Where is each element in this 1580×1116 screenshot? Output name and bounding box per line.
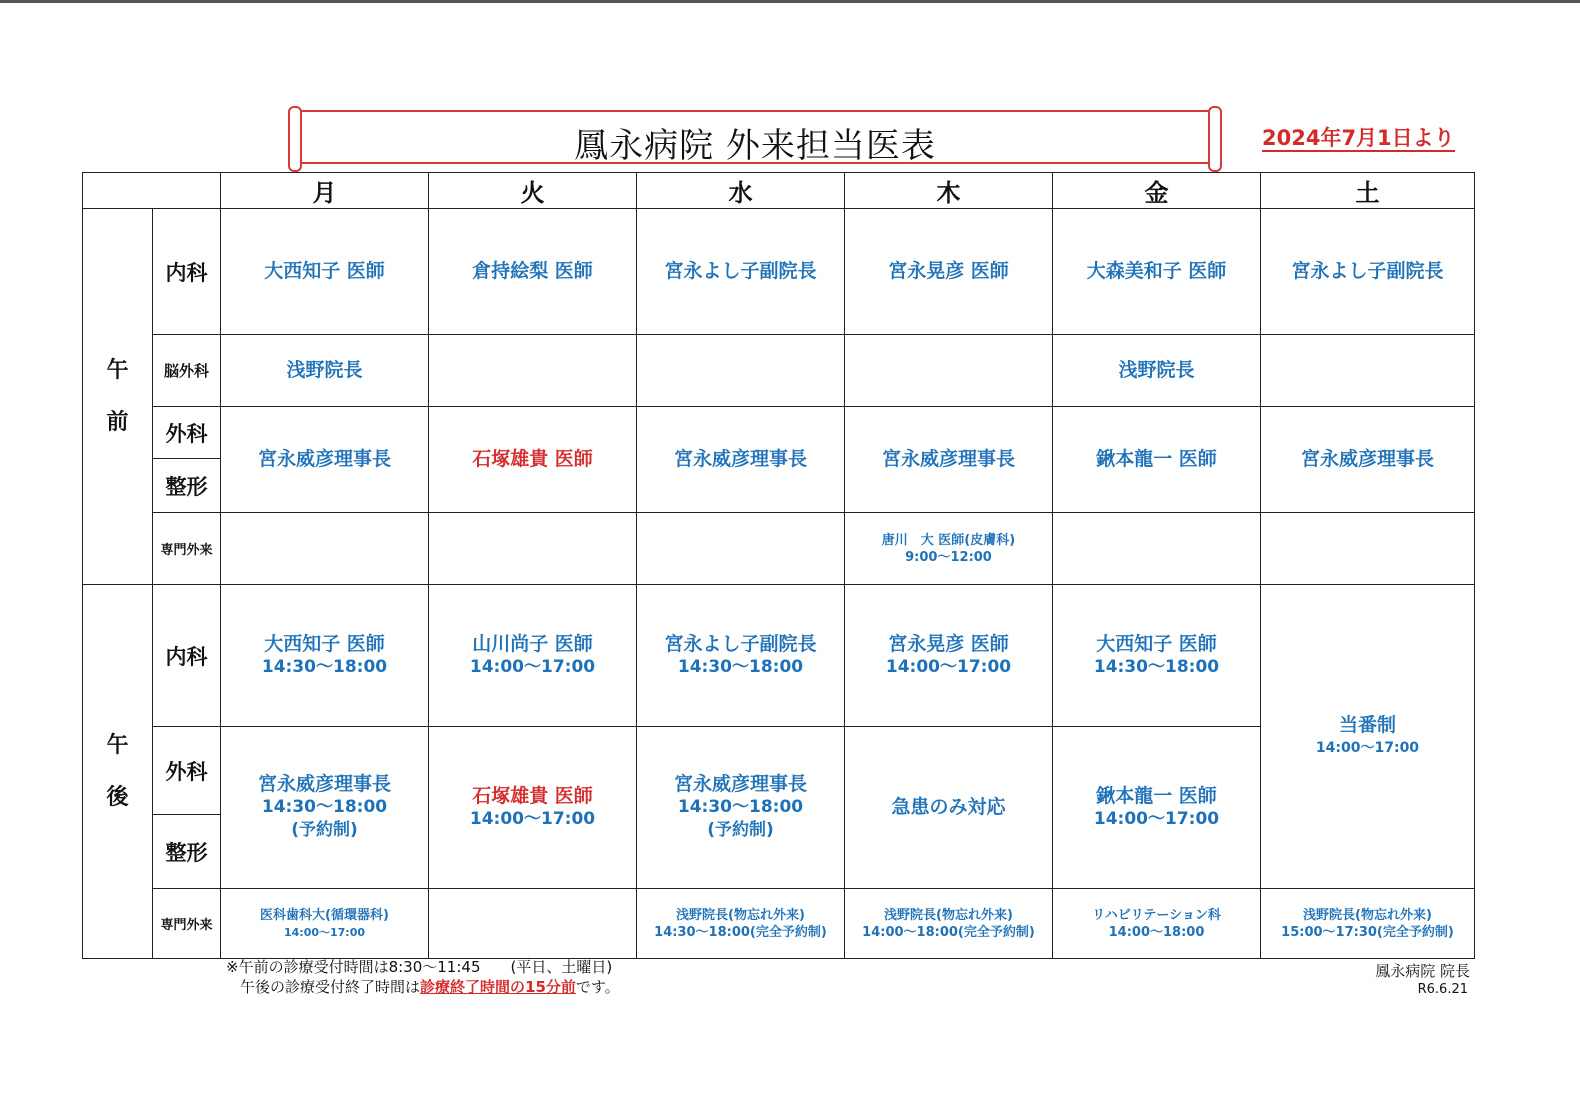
schedule-table: [82, 172, 1475, 959]
clinic-hours: 14:30～18:00: [1093, 656, 1220, 677]
doctor-cell: [1261, 513, 1475, 585]
doctor-cell: [845, 585, 1053, 727]
director-signature: 鳳永病院 院長: [1375, 962, 1470, 980]
pm-naika-row: [83, 585, 1475, 727]
dept-label: 整形: [153, 459, 221, 513]
clinic-hours: 14:00～17:00: [885, 656, 1012, 677]
am-naika-row: [83, 209, 1475, 335]
doctor-name: リハビリテーション科: [1092, 907, 1221, 923]
doctor-name: 浅野院長(物忘れ外来): [676, 907, 805, 923]
doctor-cell: [1053, 727, 1261, 889]
period-pm-char1: 午: [106, 732, 129, 758]
corner-cell: [83, 173, 221, 209]
doctor-cell: [845, 513, 1053, 585]
doctor-name: 鍬本龍一 医師: [1096, 784, 1217, 807]
reception-hours-note: ※午前の診療受付時間は8:30～11:45 (平日、土曜日): [226, 958, 613, 976]
day-header-mon: 月: [221, 173, 429, 209]
doctor-cell: [637, 335, 845, 407]
doctor-cell: 石塚雄貴 医師: [429, 407, 637, 513]
period-am-char1: 午: [106, 357, 129, 383]
doctor-cell: [429, 585, 637, 727]
doctor-cell: [845, 727, 1053, 889]
doctor-cell: [429, 335, 637, 407]
dept-label: 内科: [153, 209, 221, 335]
doctor-name: 山川尚子 医師: [472, 632, 593, 655]
doctor-name: 石塚雄貴 医師: [472, 784, 593, 807]
doctor-cell: [221, 889, 429, 959]
clinic-hours: 14:30～18:00: [261, 797, 388, 817]
doctor-name: 宮永よし子副院長: [664, 632, 817, 655]
doctor-cell: 宮永よし子副院長: [637, 209, 845, 335]
doctor-cell: 宮永威彦理事長: [845, 407, 1053, 513]
reservation-note: (予約制): [291, 820, 358, 840]
title-scroll-banner: [298, 110, 1212, 164]
doctor-name: 宮永威彦理事長: [673, 773, 807, 795]
clinic-hours: 14:00～18:00: [1108, 924, 1205, 940]
doctor-cell: [221, 727, 429, 889]
doctor-cell: 大森美和子 医師: [1053, 209, 1261, 335]
doctor-cell: [637, 727, 845, 889]
am-geka-row: [83, 407, 1475, 459]
doctor-cell: 宮永威彦理事長: [221, 407, 429, 513]
clinic-hours: 14:00～17:00: [469, 656, 596, 677]
day-header-thu: 木: [845, 173, 1053, 209]
am-nogeka-row: [83, 335, 1475, 407]
clinic-hours: 9:00～12:00: [905, 549, 992, 565]
doctor-cell: [845, 889, 1053, 959]
doctor-cell: [1053, 585, 1261, 727]
day-header-sat: 土: [1261, 173, 1475, 209]
doctor-name: 浅野院長(物忘れ外来): [884, 907, 1013, 923]
clinic-hours: 14:00～17:00: [469, 808, 596, 829]
note-text: 午後の診療受付終了時間は: [240, 978, 421, 996]
doctor-cell: [1261, 585, 1475, 889]
note-text: です。: [575, 978, 620, 996]
dept-label: 内科: [153, 585, 221, 727]
clinic-hours: 14:30～18:00(完全予約制): [654, 924, 827, 940]
doctor-cell: 宮永晃彦 医師: [845, 209, 1053, 335]
dept-label: 外科: [153, 727, 221, 815]
doctor-name: 急患のみ対応: [891, 796, 1006, 818]
scroll-curl-right: [1208, 106, 1222, 172]
doctor-cell: [221, 585, 429, 727]
afternoon-reception-note: [240, 976, 620, 997]
doctor-cell: 宮永よし子副院長: [1261, 209, 1475, 335]
clinic-hours: 14:30～18:00: [677, 797, 804, 817]
doctor-cell: 倉持絵梨 医師: [429, 209, 637, 335]
dept-label: 外科: [153, 407, 221, 459]
day-header-tue: 火: [429, 173, 637, 209]
doctor-cell: 宮永威彦理事長: [637, 407, 845, 513]
doctor-cell: 大西知子 医師: [221, 209, 429, 335]
period-am-label: [83, 209, 153, 585]
doctor-cell: [1053, 889, 1261, 959]
day-header-wed: 水: [637, 173, 845, 209]
clinic-hours: 14:30～18:00: [677, 656, 804, 677]
clinic-hours: 14:00～17:00: [1315, 739, 1420, 756]
doctor-name: 浅野院長(物忘れ外来): [1303, 907, 1432, 923]
dept-label: 専門外来: [153, 889, 221, 959]
reservation-note: (予約制): [707, 820, 774, 840]
doctor-name: 宮永威彦理事長: [257, 773, 391, 795]
doctor-name: 当番制: [1338, 713, 1396, 736]
clinic-hours: 14:00～17:00: [1093, 808, 1220, 829]
dept-label: 専門外来: [153, 513, 221, 585]
doctor-cell: [845, 335, 1053, 407]
doctor-name: 唐川 大 医師(皮膚科): [881, 532, 1016, 548]
doctor-cell: 浅野院長: [1053, 335, 1261, 407]
am-senmon-row: [83, 513, 1475, 585]
doctor-cell: 宮永威彦理事長: [1261, 407, 1475, 513]
pm-senmon-row: [83, 889, 1475, 959]
clinic-hours: 14:00～17:00: [283, 925, 366, 939]
page-title: 鳳永病院 外来担当医表: [574, 126, 936, 166]
period-pm-label: [83, 585, 153, 959]
doctor-cell: [429, 513, 637, 585]
note-emphasis: 診療終了時間の15分前: [420, 978, 576, 996]
doctor-name: 大西知子 医師: [1096, 632, 1217, 655]
doctor-name: 宮永晃彦 医師: [888, 632, 1009, 655]
clinic-hours: 14:00～18:00(完全予約制): [862, 924, 1035, 940]
doctor-cell: [637, 889, 845, 959]
day-header-fri: 金: [1053, 173, 1261, 209]
doctor-name: 大西知子 医師: [264, 632, 385, 655]
doctor-cell: 浅野院長: [221, 335, 429, 407]
doctor-cell: [429, 889, 637, 959]
doctor-cell: [637, 585, 845, 727]
period-am-char2: 前: [106, 409, 129, 435]
clinic-hours: 15:00～17:30(完全予約制): [1281, 924, 1454, 940]
doctor-cell: [1261, 335, 1475, 407]
top-border-line: [0, 0, 1580, 3]
doctor-cell: [429, 727, 637, 889]
dept-label: 整形: [153, 815, 221, 889]
dept-label: 脳外科: [153, 335, 221, 407]
doctor-cell: [221, 513, 429, 585]
doctor-cell: 鍬本龍一 医師: [1053, 407, 1261, 513]
doctor-name: 医科歯科大(循環器科): [260, 907, 389, 923]
doctor-cell: [1261, 889, 1475, 959]
doctor-cell: [1053, 513, 1261, 585]
document-revision-code: R6.6.21: [1417, 982, 1468, 997]
period-pm-char2: 後: [106, 784, 129, 810]
doctor-cell: [637, 513, 845, 585]
clinic-hours: 14:30～18:00: [261, 656, 388, 677]
effective-date: 2024年7月1日より: [1262, 126, 1455, 150]
day-header-row: [83, 173, 1475, 209]
